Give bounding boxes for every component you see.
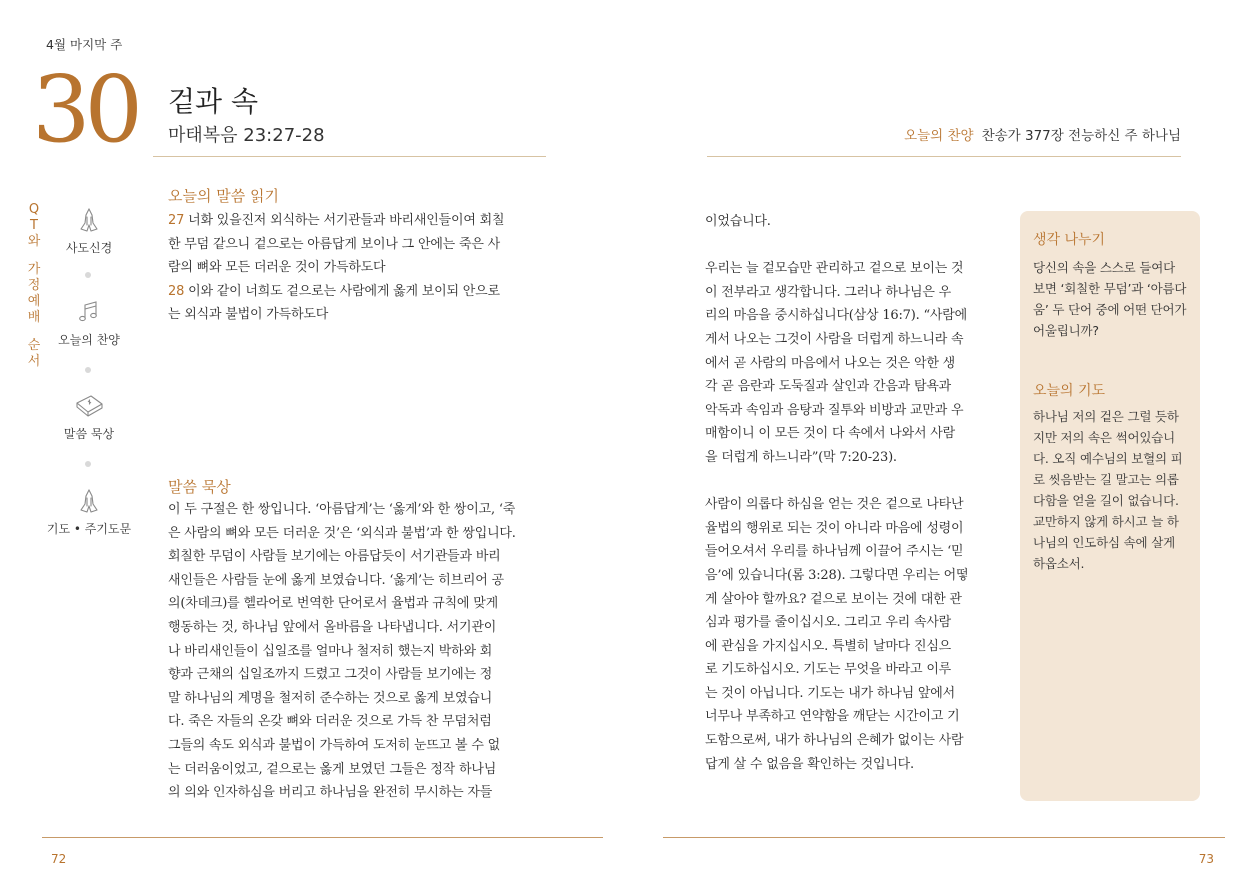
share-heading: 생각 나누기	[1033, 232, 1106, 248]
meditation-line: 행동하는 것, 하나님 앞에서 올바름을 나타냅니다. 서기관이	[168, 619, 497, 635]
text-line: 율법의 행위로 되는 것이 아니라 마음에 성령이	[705, 520, 964, 536]
praying-hands-icon	[74, 486, 104, 516]
page-number-left: 72	[51, 852, 67, 866]
meditation-line: 새인들은 사람들 눈에 옳게 보였습니다. ‘옳게’는 히브리어 공	[168, 572, 504, 588]
prayer-line: 하나님 저의 겉은 그럴 듯하	[1033, 409, 1179, 424]
header-divider-left	[153, 156, 546, 157]
vertical-char: 예	[27, 294, 41, 309]
passage-text: 람의 뼈와 모든 더러운 것이 가득하도다	[168, 260, 386, 276]
passage-line	[168, 303, 546, 327]
prayer-line: 하옵소서.	[1033, 556, 1085, 571]
header-divider-right	[707, 156, 1181, 157]
prayer-heading: 오늘의 기도	[1033, 383, 1106, 399]
paragraph	[705, 210, 995, 234]
text-line: 을 더럽게 하느니라”(막 7:20-23).	[705, 449, 897, 465]
prayer-text	[1033, 406, 1193, 574]
prayer-line: 로 씻음받는 길 말고는 의롭	[1033, 472, 1179, 487]
vertical-char: Q	[28, 202, 40, 217]
meditation-line: 나 바리새인들이 십일조를 얼마나 철저히 했는지 박하와 회	[168, 643, 493, 659]
share-line: 보면 ‘회칠한 무덤’과 ‘아름다	[1033, 281, 1187, 296]
passage-text: 는 외식과 불법이 가득하도다	[168, 307, 329, 323]
scripture-reference: 마태복음 23:27-28	[168, 125, 325, 146]
scripture-passage	[168, 209, 546, 327]
text-line: 는 것이 아닙니다. 기도는 내가 하나님 앞에서	[705, 685, 955, 701]
hymn-text: 찬송가 377장 전능하신 주 하나님	[981, 128, 1181, 144]
page-number-right: 73	[1198, 852, 1214, 866]
text-line: 심과 평가를 줄이십시오. 그리고 우리 속사람	[705, 615, 952, 631]
text-line: 너무나 부족하고 연약함을 깨닫는 시간이고 기	[705, 709, 960, 725]
step-label: 오늘의 찬양	[58, 333, 120, 347]
verse-number: 27	[168, 213, 185, 228]
text-line: 매함이니 이 모든 것이 다 속에서 나와서 사람	[705, 426, 955, 442]
vertical-char: 가	[27, 262, 41, 277]
text-line: 우리는 늘 겉모습만 관리하고 겉으로 보이는 것	[705, 261, 964, 277]
prayer-line: 지만 저의 속은 썩어있습니	[1033, 430, 1175, 445]
praying-hands-icon	[74, 205, 104, 235]
step-separator-dot	[85, 461, 91, 467]
text-line: 악독과 속임과 음탕과 질투와 비방과 교만과 우	[705, 402, 964, 418]
text-line: 답게 살 수 없음을 확인하는 것입니다.	[705, 756, 914, 772]
vertical-char: 와	[27, 234, 41, 249]
hymn-label: 오늘의 찬양	[904, 128, 974, 144]
vertical-gap	[27, 326, 41, 338]
meditation-line: 말 하나님의 계명을 철저히 준수하는 것으로 옳게 보였습니	[168, 690, 493, 706]
page-title: 겉과 속	[168, 85, 259, 118]
text-line: 도함으로써, 내가 하나님의 은혜가 없이는 사람	[705, 733, 964, 749]
share-text	[1033, 257, 1193, 341]
meditation-line: 은 사람의 뼈와 모든 더러운 것’은 ‘외식과 불법’과 한 쌍입니다.	[168, 525, 516, 541]
meditation-line: 이 두 구절은 한 쌍입니다. ‘아름답게’는 ‘옳게’와 한 쌍이고, ‘죽	[168, 502, 516, 517]
meditation-line: 는 더러움이었고, 겉으로는 옳게 보였던 그들은 정작 하나님	[168, 761, 497, 777]
vertical-section-label	[27, 202, 41, 370]
text-line: 에서 곧 사람의 마음에서 나오는 것은 악한 생	[705, 355, 955, 371]
meditation-text	[168, 498, 546, 805]
meditation-line: 의(차데크)를 헬라어로 번역한 단어로서 율법과 규칙에 맞게	[168, 596, 498, 612]
prayer-line: 다. 오직 예수님의 보혈의 피	[1033, 451, 1183, 466]
vertical-char: 정	[27, 278, 41, 293]
text-line: 에 관심을 가지십시오. 특별히 날마다 진심으	[705, 638, 952, 654]
passage-line	[168, 209, 546, 233]
reading-heading: 오늘의 말씀 읽기	[168, 187, 279, 205]
todays-hymn	[904, 124, 1181, 144]
prayer-line: 교만하지 않게 하시고 늘 하	[1033, 514, 1179, 529]
vertical-char: 서	[27, 354, 41, 369]
day-number: 30	[32, 56, 138, 163]
text-line: 들어오셔서 우리를 하나님께 이끌어 주시는 ‘믿	[705, 544, 964, 560]
text-line: 각 곧 음란과 도둑질과 살인과 간음과 탐욕과	[705, 379, 952, 395]
meditation-line: 회칠한 무덤이 사람들 보기에는 아름답듯이 서기관들과 바리	[168, 549, 501, 565]
text-line: 로 기도하십시오. 기도는 무엇을 바라고 이루	[705, 662, 952, 678]
step-apostles-creed	[44, 205, 134, 256]
paragraph	[705, 257, 995, 469]
step-prayer	[44, 486, 134, 537]
prayer-line: 다함을 얻을 길이 없습니다.	[1033, 493, 1179, 508]
step-word-meditation	[44, 391, 134, 442]
text-line: 사람이 의롭다 하심을 얻는 것은 겉으로 나타난	[705, 497, 964, 513]
passage-line	[168, 233, 546, 257]
step-label: 말씀 묵상	[63, 427, 115, 441]
passage-line	[168, 256, 546, 280]
share-line: 당신의 속을 스스로 들여다	[1033, 260, 1175, 275]
meditation-line: 다. 죽은 자들의 온갖 뼈와 더러운 것으로 가득 찬 무덤처럼	[168, 714, 492, 730]
passage-line	[168, 280, 546, 304]
text-line: 이 전부라고 생각합니다. 그러나 하나님은 우	[705, 284, 952, 300]
step-label: 기도 • 주기도문	[46, 522, 132, 536]
vertical-char: 배	[27, 310, 41, 325]
step-separator-dot	[85, 367, 91, 373]
footer-rule-left	[42, 837, 603, 838]
share-line: 움’ 두 단어 중에 어떤 단어가	[1033, 302, 1187, 317]
step-label: 사도신경	[65, 241, 113, 255]
share-line: 어울립니까?	[1033, 323, 1099, 338]
bible-book-icon	[73, 391, 105, 421]
passage-text: 한 무덤 같으니 겉으로는 아름답게 보이나 그 안에는 죽은 사	[168, 236, 500, 252]
meditation-heading: 말씀 묵상	[168, 478, 231, 496]
vertical-char: T	[30, 218, 38, 233]
footer-rule-right	[663, 837, 1225, 838]
passage-text: 너화 있을진저 외식하는 서기관들과 바리새인들이여 회칠	[184, 213, 505, 228]
verse-number: 28	[168, 283, 185, 299]
passage-text: 이와 같이 너희도 겉으로는 사람에게 옳게 보이되 안으로	[184, 283, 500, 299]
text-line: 음’에 있습니다(롬 3:28). 그렇다면 우리는 어떻	[705, 567, 969, 583]
meditation-line: 그들의 속도 외식과 불법이 가득하여 도저히 눈뜨고 볼 수 없	[168, 737, 500, 753]
meditation-line: 향과 근채의 십일조까지 드렸고 그것이 사람들 보기에는 정	[168, 667, 493, 683]
paragraph	[705, 493, 995, 776]
music-note-icon	[74, 297, 104, 327]
text-line: 리의 마음을 중시하십니다(삼상 16:7). “사람에	[705, 308, 967, 324]
right-column-text	[705, 210, 995, 800]
text-line: 이었습니다.	[705, 214, 771, 229]
step-separator-dot	[85, 272, 91, 278]
prayer-line: 나님의 인도하심 속에 살게	[1033, 535, 1175, 550]
week-label: 4월 마지막 주	[46, 37, 123, 52]
step-todays-hymn	[44, 297, 134, 348]
vertical-char: 순	[27, 338, 41, 353]
text-line: 게서 나오는 그것이 사람을 더럽게 하느니라 속	[705, 331, 964, 347]
meditation-line: 의 의와 인자하심을 버리고 하나님을 완전히 무시하는 자들	[168, 785, 493, 801]
vertical-gap	[27, 250, 41, 262]
text-line: 게 살아야 할까요? 겉으로 보이는 것에 대한 관	[705, 591, 962, 607]
